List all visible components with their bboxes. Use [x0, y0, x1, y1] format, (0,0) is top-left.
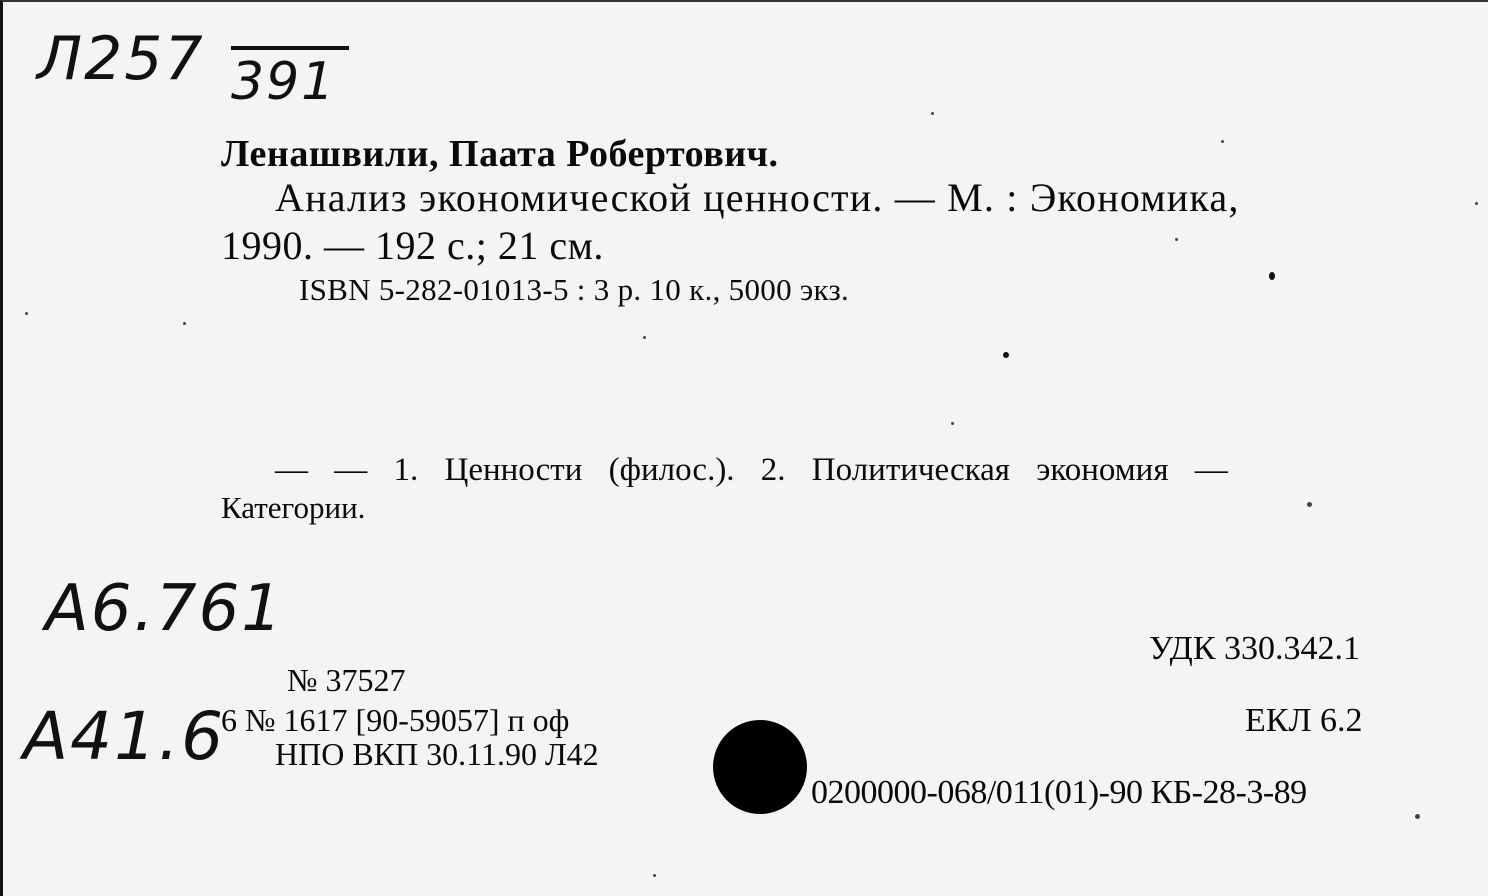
- scan-speck: [183, 322, 186, 325]
- scan-speck: [1269, 272, 1275, 280]
- scan-speck: [1307, 502, 1312, 507]
- scan-speck: [25, 312, 28, 315]
- handwritten-shelfmark-number: 391: [231, 52, 337, 112]
- publication-line: 1990. — 192 с.; 21 см.: [221, 223, 604, 268]
- scan-speck: [1003, 352, 1009, 358]
- scan-speck: [951, 422, 954, 425]
- subjects-line: — — 1. Ценности (филос.). 2. Политическая экономия —: [275, 452, 1228, 488]
- author-heading: Ленашвили, Паата Робертович.: [221, 133, 779, 175]
- card-number: № 37527: [287, 662, 406, 698]
- scan-speck: [1415, 814, 1420, 819]
- scan-speck: [653, 874, 656, 877]
- handwritten-class-mark-2: А41.6: [23, 698, 226, 775]
- classification-code: 0200000-068/011(01)-90 КБ-28-3-89: [811, 774, 1307, 811]
- shelfmark-overline: [231, 46, 349, 50]
- title-line: Анализ экономической ценности. — М. : Экономика,: [275, 175, 1240, 220]
- scan-speck: [1221, 140, 1224, 143]
- card-punch-hole: [713, 720, 807, 814]
- ekl-code: ЕКЛ 6.2: [1245, 702, 1363, 739]
- subjects-continuation: Категории.: [221, 490, 366, 525]
- handwritten-shelfmark: Л257: [37, 24, 205, 94]
- handwritten-class-mark-1: А6.761: [45, 572, 284, 646]
- scan-speck: [643, 336, 646, 339]
- scan-speck: [931, 112, 934, 115]
- scan-speck: [1175, 238, 1178, 241]
- scan-speck: [1475, 202, 1478, 205]
- order-line: 6 № 1617 [90-59057] п оф: [221, 702, 570, 738]
- udk-code: УДК 330.342.1: [1149, 630, 1361, 667]
- npo-line: НПО ВКП 30.11.90 Л42: [275, 736, 599, 772]
- isbn-line: ISBN 5-282-01013-5 : 3 р. 10 к., 5000 экз.: [299, 272, 850, 307]
